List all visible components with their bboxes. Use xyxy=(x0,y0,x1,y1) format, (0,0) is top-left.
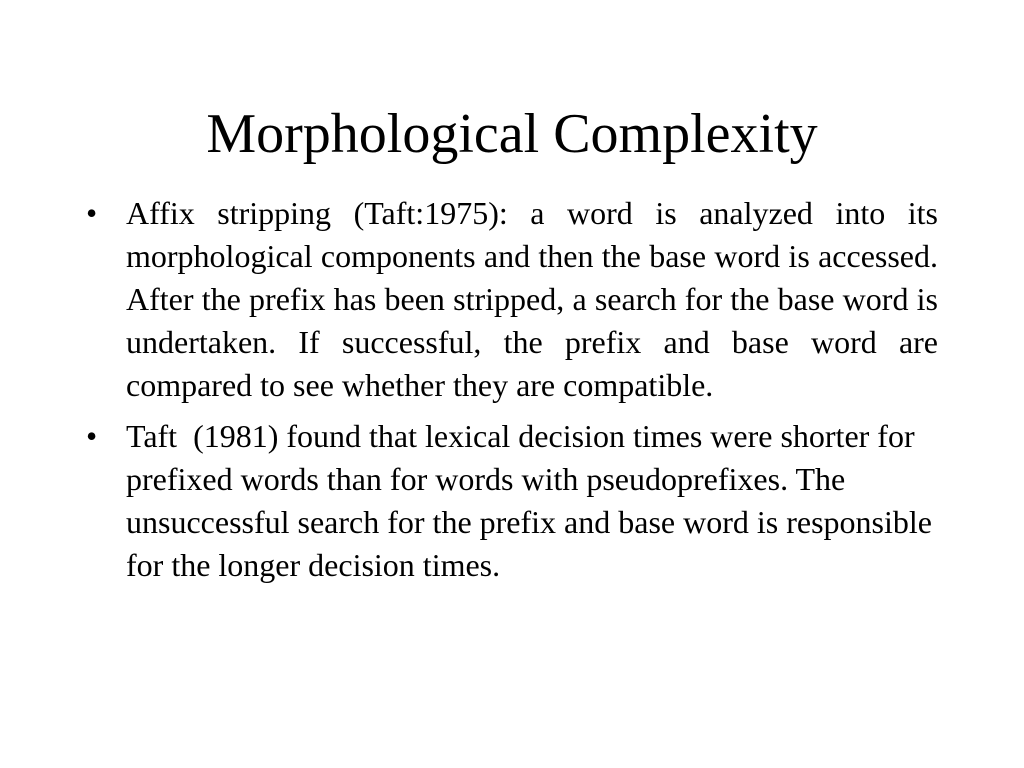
bullet-item-affix-stripping xyxy=(86,192,946,407)
bullet-text: Taft (1981) found that lexical decision times were shorter for prefixed words than for words with pseudoprefixes. The unsuccessful search for the prefix and base word is responsible for the longer decision times. xyxy=(126,418,940,583)
slide-title: Morphological Complexity xyxy=(206,103,818,165)
bullet-icon: • xyxy=(86,195,98,231)
bullet-text: Affix stripping (Taft:1975): a word is analyzed into its morphological components and then the base word is accessed. After the prefix has been stripped, a search for the base word is undertaken. If successful, the prefix and base word are compared to see whether they are compatible. xyxy=(126,195,946,403)
bullet-item-taft-1981 xyxy=(86,415,938,587)
bullet-list xyxy=(86,192,946,595)
bullet-icon: • xyxy=(86,418,98,454)
